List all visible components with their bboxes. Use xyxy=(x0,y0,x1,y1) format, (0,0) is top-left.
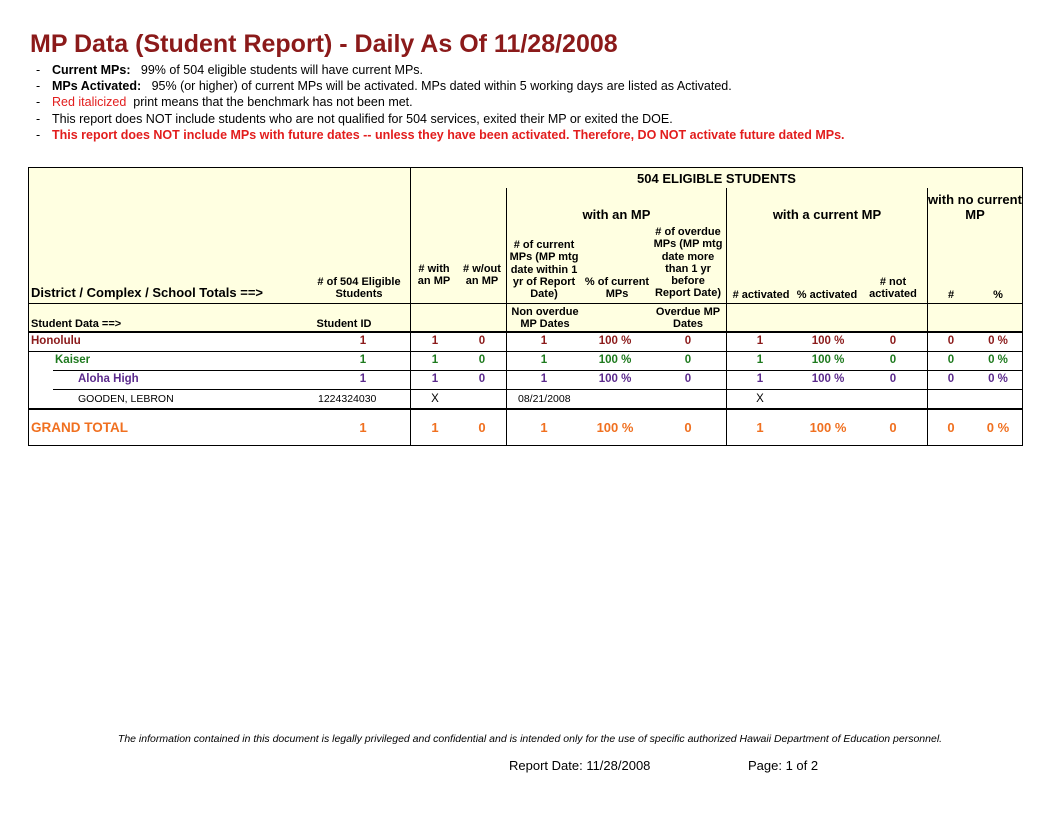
note-not-qualified: - This report does NOT include students who are not qualified for 504 services, exited their MP or exited the DOE. xyxy=(36,111,673,126)
col-no-num: # xyxy=(947,289,955,301)
student-mp-date: 08/21/2008 xyxy=(518,393,571,405)
confidentiality-note: The information contained in this document is legally privileged and confidential and is intended only for the use of specific authorized Hawaii Department of Education personnel. xyxy=(117,733,943,745)
col-eligible: # of 504 Eligible Students xyxy=(317,276,401,301)
row-name[interactable]: Kaiser xyxy=(55,354,91,366)
grand-total-label: GRAND TOTAL xyxy=(31,420,128,435)
col-overdue: # of overdue MPs (MP mtg date more than 1 yr before Report Date) xyxy=(653,226,723,300)
note-current-mps: - Current MPs: 99% of 504 eligible students will have current MPs. xyxy=(36,63,423,77)
sub-student-id: Student ID xyxy=(316,318,372,330)
row-name[interactable]: Honolulu xyxy=(31,335,81,347)
col-pct-current: % of current MPs xyxy=(584,276,650,301)
group-no-current-mp: with no current MP xyxy=(928,192,1022,222)
note-mps-activated: - MPs Activated: 95% (or higher) of current MPs will be activated. MPs dated within 5 working days are listed as Activated. xyxy=(36,79,732,94)
student-id: 1224324030 xyxy=(318,393,377,405)
group-current-mp: with a current MP xyxy=(772,207,882,222)
group-504-eligible: 504 ELIGIBLE STUDENTS xyxy=(637,171,796,186)
sub-overdue: Overdue MP Dates xyxy=(655,306,721,331)
col-no-pct: % xyxy=(993,289,1003,301)
note-red-italic: - Red italicized print means that the benchmark has not been met. xyxy=(36,95,413,110)
col-not-activated: # not activated xyxy=(869,276,917,301)
report-date: Report Date: 11/28/2008 xyxy=(509,758,651,773)
row-name[interactable]: Aloha High xyxy=(78,373,139,385)
col-current: # of current MPs (MP mtg date within 1 yr of Report Date) xyxy=(509,239,579,301)
col-pct-activated: % activated xyxy=(796,289,858,301)
col-activated: # activated xyxy=(732,289,790,301)
report-title: MP Data (Student Report) - Daily As Of 11/28/2008 xyxy=(30,30,618,58)
page-number: Page: 1 of 2 xyxy=(748,758,819,773)
col-without: # w/out an MP xyxy=(463,263,501,288)
student-name[interactable]: GOODEN, LEBRON xyxy=(78,393,174,405)
student-activated-mark: X xyxy=(756,393,764,405)
sub-non-overdue: Non overdue MP Dates xyxy=(511,306,579,331)
note-future-dates: - This report does NOT include MPs with future dates -- unless they have been activated. Therefore, DO NOT activate future dated MPs. xyxy=(36,127,845,142)
col-with: # with an MP xyxy=(417,263,451,288)
notes-list xyxy=(36,62,845,143)
sub-student-data: Student Data ==> xyxy=(31,318,122,330)
student-with-mark: X xyxy=(431,393,439,405)
col-district: District / Complex / School Totals ==> xyxy=(31,285,264,300)
group-with-mp: with an MP xyxy=(582,207,651,222)
